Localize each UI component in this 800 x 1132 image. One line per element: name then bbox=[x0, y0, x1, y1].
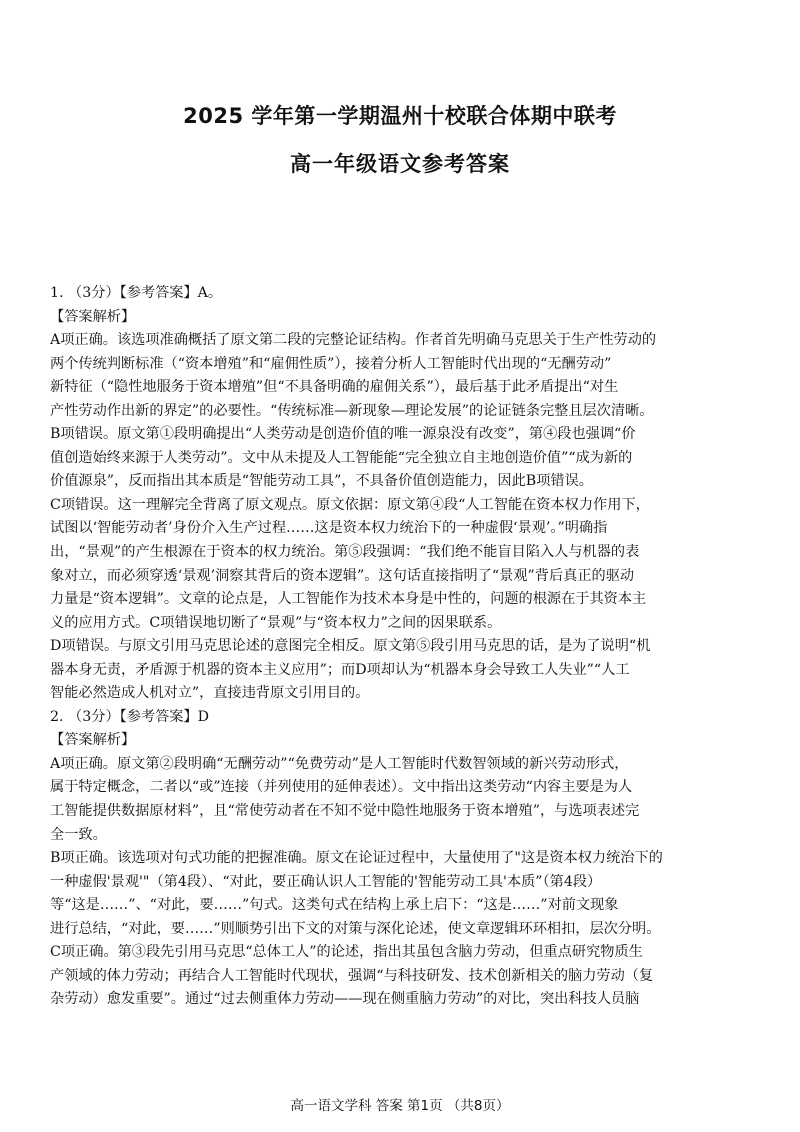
text-line: B项错误。原文第①段明确提出“人类劳动是创造价值的唯一源泉没有改变”，第④段也强调“价 bbox=[50, 426, 636, 443]
text-line: 义的应用方式。C项错误地切断了“景观”与“资本权力”之间的因果联系。 bbox=[50, 614, 502, 631]
text-line: 新特征（“隐性地服务于资本增殖”但“不具备明确的雇佣关系”），最后基于此矛盾提出“对生 bbox=[50, 379, 619, 396]
text-line: 2. （3分）【参考答案】D bbox=[50, 708, 210, 725]
text-line: A项正确。该选项准确概括了原文第二段的完整论证结构。作者首先明确马克思关于生产性劳动的 bbox=[50, 332, 657, 349]
answer-body bbox=[50, 282, 762, 1012]
text-line: 器本身无责，矛盾源于机器的资本主义应用”；而D项却认为“机器本身会导致工人失业”“人工 bbox=[50, 661, 630, 678]
text-line: 试图以‘智能劳动者’身份介入生产过程……这是资本权力统治下的一种虚假‘景观’。”明确指 bbox=[50, 520, 608, 537]
text-line: 产性劳动作出新的界定”的必要性。“传统标准—新现象—理论发展”的论证链条完整且层次清晰。 bbox=[50, 402, 654, 419]
text-line: 力量是“资本逻辑”。文章的论点是，人工智能作为技术本身是中性的，问题的根源在于其资本主 bbox=[50, 591, 647, 608]
text-line: 属于特定概念，二者以“或”连接（并列使用的延伸表述）。文中指出这类劳动“内容主要是为人 bbox=[50, 779, 633, 796]
text-line: 全一致。 bbox=[50, 826, 107, 843]
text-line: 进行总结，“对此，要……”则顺势引出下文的对策与深化论述，使文章逻辑环环相扣，层次分明。 bbox=[50, 920, 661, 937]
text-line: 出，“景观”的产生根源在于资本的权力统治。第⑤段强调：“我们绝不能盲目陷入人与机器的表 bbox=[50, 544, 640, 561]
text-line: B项正确。该选项对句式功能的把握准确。原文在论证过程中，大量使用了"这是资本权力统治下的 bbox=[50, 850, 663, 867]
text-line: 工智能提供数据原材料”，且“常使劳动者在不知不觉中隐性地服务于资本增殖”，与选项表述完 bbox=[50, 803, 640, 820]
text-line: 产领域的体力劳动；再结合人工智能时代现状，强调“与科技研发、技术创新相关的脑力劳动（复 bbox=[50, 967, 654, 984]
text-line: A项正确。原文第②段明确“无酬劳动”“免费劳动”是人工智能时代数智领域的新兴劳动形式， bbox=[50, 755, 629, 772]
text-line: 象对立，而必须穿透‘景观’洞察其背后的资本逻辑”。这句话直接指明了“景观”背后真正的驱动 bbox=[50, 567, 635, 584]
document-title: 2025 学年第一学期温州十校联合体期中联考 bbox=[183, 104, 617, 128]
text-line: 1. （3分）【参考答案】A。 bbox=[50, 285, 223, 301]
text-line: 智能必然造成人机对立”，直接违背原文引用目的。 bbox=[50, 685, 370, 702]
text-line: 一种虚假'景观'"（第4段）、“对此，要正确认识人工智能的'智能劳动工具'本质”（第4段） bbox=[50, 873, 602, 890]
text-line: 杂劳动）愈发重要”。通过“过去侧重体力劳动——现在侧重脑力劳动”的对比，突出科技人员脑 bbox=[50, 991, 640, 1008]
text-line: 两个传统判断标准（“资本增殖”和“雇佣性质”），接着分析人工智能时代出现的“无酬劳动” bbox=[50, 355, 612, 372]
text-line: 值创造始终来源于人类劳动”。文中从未提及人工智能能“完全独立自主地创造价值”“成为新的 bbox=[50, 449, 633, 466]
text-line: 【答案解析】 bbox=[50, 308, 136, 325]
text-line: 等“这是……”、“对此，要……”句式。这类句式在结构上承上启下：“这是……”对前文现象 bbox=[50, 897, 619, 914]
text-line: D项错误。与原文引用马克思论述的意图完全相反。原文第⑤段引用马克思的话，是为了说明“机 bbox=[50, 638, 651, 655]
text-line: C项正确。第③段先引用马克思“总体工人”的论述，指出其虽包含脑力劳动，但重点研究物质生 bbox=[50, 944, 643, 961]
text-line: C项错误。这一理解完全背离了原文观点。原文依据：原文第④段“人工智能在资本权力作用下， bbox=[50, 496, 650, 513]
page-footer: 高一语文学科 答案 第1页 （共8页） bbox=[290, 1098, 510, 1114]
document-subtitle: 高一年级语文参考答案 bbox=[290, 152, 510, 176]
text-line: 价值源泉”，反而指出其本质是“智能劳动工具”，不具备价值创造能力，因此B项错误。 bbox=[50, 473, 593, 490]
text-line: 【答案解析】 bbox=[50, 732, 136, 749]
